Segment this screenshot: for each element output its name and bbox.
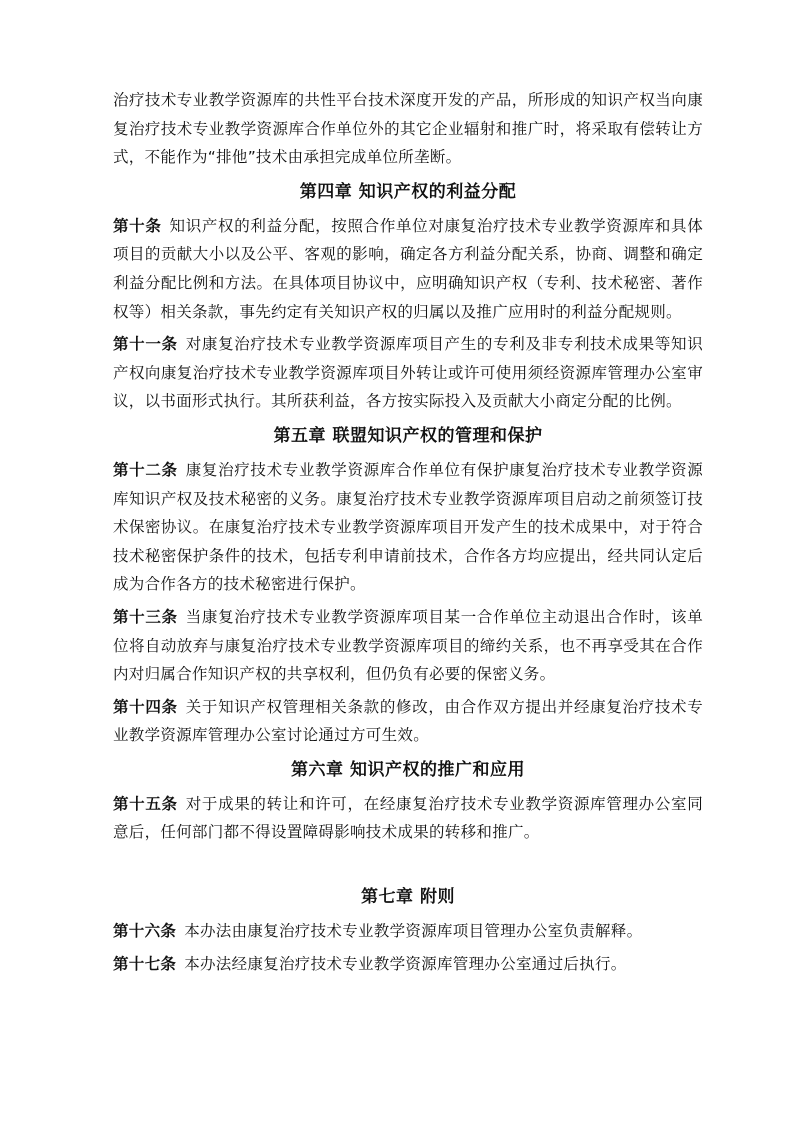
article-12-text: 康复治疗技术专业教学资源库合作单位有保护康复治疗技术专业教学资源库知识产权及技术秘密的义务。康复治疗技术专业教学资源库项目启动之前须签订技术保密协议。在康复治疗技术专业教学资源库项目开发产生的技术成果中，对于符合技术秘密保护条件的技术，包括专利申请前技术，合作各方均应提出，经共同认定后成为合作各方的技术秘密进行保护。 xyxy=(113,460,704,594)
article-14-text: 关于知识产权管理相关条款的修改，由合作双方提出并经康复治疗技术专业教学资源库管理办公室讨论通过方可生效。 xyxy=(113,697,704,745)
chapter-7-title: 第七章 附则 xyxy=(361,887,455,908)
article-10-text: 知识产权的利益分配，按照合作单位对康复治疗技术专业教学资源库和具体项目的贡献大小以及公平、客观的影响，确定各方利益分配关系，协商、调整和确定利益分配比例和方法。在具体项目协议中，应明确知识产权（专利、技术秘密、著作权等）相关条款，事先约定有关知识产权的归属以及推广应用时的利益分配规则。 xyxy=(113,216,703,321)
article-14 xyxy=(113,693,703,750)
article-11-number: 第十一条 xyxy=(113,335,178,354)
article-11 xyxy=(113,330,703,416)
article-13-text: 当康复治疗技术专业教学资源库项目某一合作单位主动退出合作时，该单位将自动放弃与康复治疗技术专业教学资源库项目的缔约关系，也不再享受其在合作内对归属合作知识产权的共享权利，但仍负有必要的保密义务。 xyxy=(113,607,704,684)
intro-paragraph: 治疗技术专业教学资源库的共性平台技术深度开发的产品，所形成的知识产权当向康复治疗技术专业教学资源库合作单位外的其它企业辐射和推广时，将采取有偿转让方式，不能作为“排他”技术由承担完成单位所垄断。 xyxy=(113,91,703,167)
article-17-number: 第十七条 xyxy=(113,954,177,973)
article-11-text: 对康复治疗技术专业教学资源库项目产生的专利及非专利技术成果等知识产权向康复治疗技术专业教学资源库项目外转让或许可使用须经资源库管理办公室审议，以书面形式执行。其所获利益，各方按实际投入及贡献大小商定分配的比例。 xyxy=(113,335,704,411)
article-15 xyxy=(113,790,703,847)
chapter-6-title: 第六章 知识产权的推广和应用 xyxy=(291,759,525,780)
document-page xyxy=(113,86,703,978)
article-17-text: 本办法经康复治疗技术专业教学资源库管理办公室通过后执行。 xyxy=(184,954,627,973)
article-15-text: 对于成果的转让和许可，在经康复治疗技术专业教学资源库管理办公室同意后，任何部门都不得设置障碍影响技术成果的转移和推广。 xyxy=(113,794,704,842)
article-16-text: 本办法由康复治疗技术专业教学资源库项目管理办公室负责解释。 xyxy=(184,922,643,941)
article-12-number: 第十二条 xyxy=(113,460,178,479)
article-12 xyxy=(113,456,703,599)
chapter-5-title: 第五章 联盟知识产权的管理和保护 xyxy=(273,425,543,446)
article-16 xyxy=(113,917,703,946)
article-10 xyxy=(113,212,703,326)
article-14-number: 第十四条 xyxy=(113,697,178,716)
article-10-number: 第十条 xyxy=(113,216,162,235)
chapter-4-title: 第四章 知识产权的利益分配 xyxy=(299,181,517,202)
article-13 xyxy=(113,603,703,689)
article-13-number: 第十三条 xyxy=(113,607,178,626)
article-16-number: 第十六条 xyxy=(113,922,177,941)
article-17 xyxy=(113,950,703,979)
article-15-number: 第十五条 xyxy=(113,794,178,813)
